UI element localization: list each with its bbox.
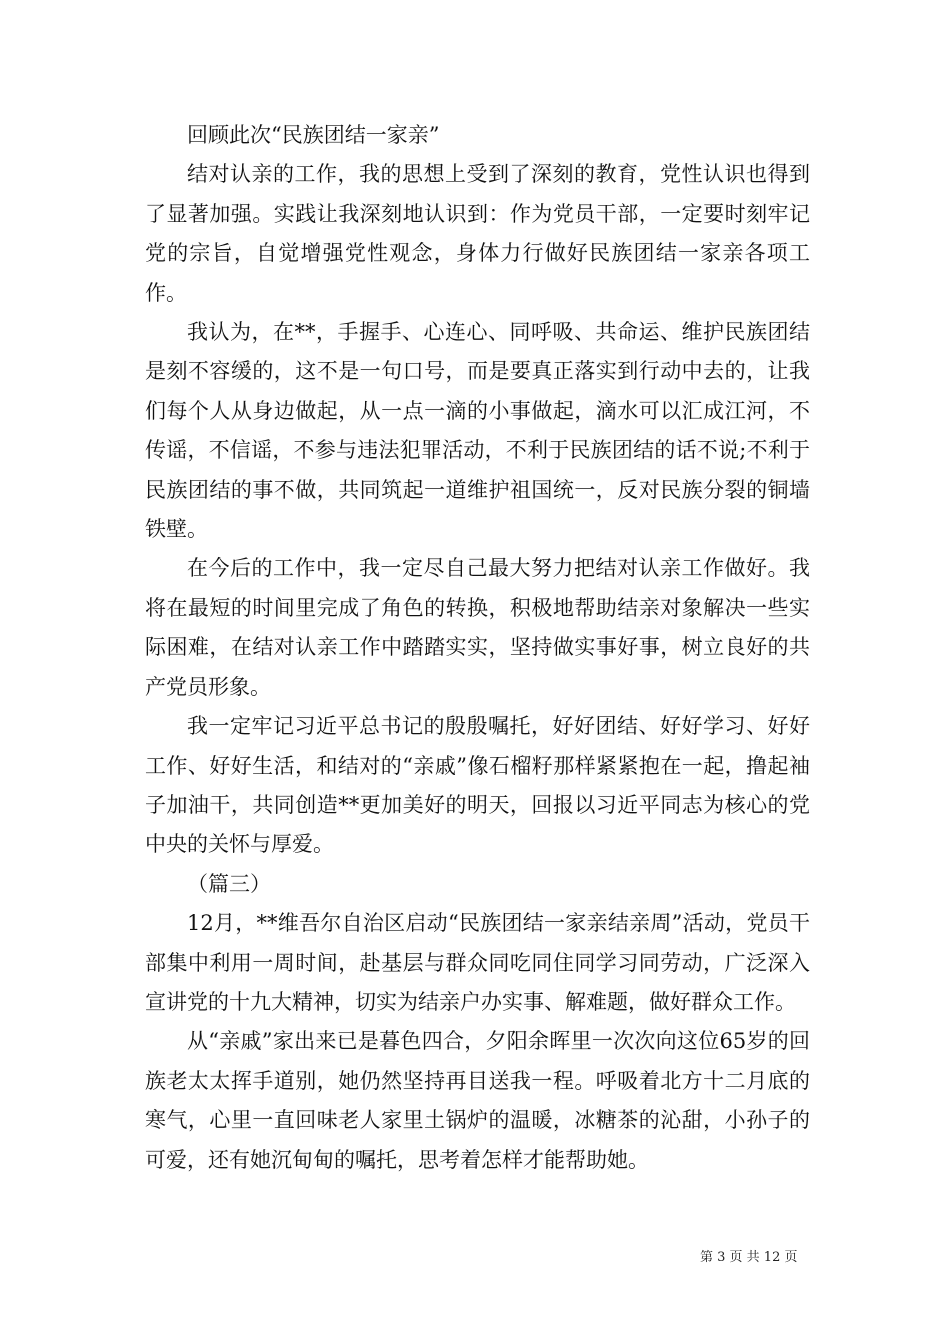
paragraph-december-activity: 12月，**维吾尔自治区启动“民族团结一家亲结亲周”活动，党员干部集中利用一周时间，赴基层与群众同吃同住同学习同劳动，广泛深入宣讲党的十九大精神，切实为结亲户办实事、解难题，做好群众工作。 [145, 911, 810, 1014]
section-heading-part-three: （篇三） [187, 871, 271, 896]
paragraph-intro-heading: 回顾此次“民族团结一家亲” [187, 123, 440, 147]
paragraph-visit-story: 从“亲戚”家出来已是暮色四合，夕阳余晖里一次次向这位65岁的回族老太太挥手道别，她仍然坚持再目送我一程。呼吸着北方十二月底的寒气，心里一直回味老人家里土锅炉的温暖，冰糖茶的沁甜，小孙子的可爱，还有她沉甸甸的嘱托，思考着怎样才能帮助她。 [145, 1029, 810, 1172]
paragraph-future-work: 在今后的工作中，我一定尽自己最大努力把结对认亲工作做好。我将在最短的时间里完成了角色的转换，积极地帮助结亲对象解决一些实际困难，在结对认亲工作中踏踏实实，坚持做实事好事，树立良好的共产党员形象。 [145, 556, 810, 699]
paragraph-commitment: 我一定牢记习近平总书记的殷殷嘱托，好好团结、好好学习、好好工作、好好生活，和结对的“亲戚”像石榴籽那样紧紧抱在一起，撸起袖子加油干，共同创造**更加美好的明天，回报以习近平同志为核心的党中央的关怀与厚爱。 [145, 714, 810, 857]
paragraph-unity-view: 我认为，在**，手握手、心连心、同呼吸、共命运、维护民族团结是刻不容缓的，这不是一句口号，而是要真正落实到行动中去的，让我们每个人从身边做起，从一点一滴的小事做起，滴水可以汇成江河，不传谣，不信谣，不参与违法犯罪活动，不利于民族团结的话不说;不利于民族团结的事不做，共同筑起一道维护祖国统一，反对民族分裂的铜墙铁壁。 [145, 320, 810, 542]
page-number-footer: 第 3 页 共 12 页 [700, 1250, 798, 1265]
paragraph-reflection: 结对认亲的工作，我的思想上受到了深刻的教育，党性认识也得到了显著加强。实践让我深刻地认识到：作为党员干部，一定要时刻牢记党的宗旨，自觉增强党性观念，身体力行做好民族团结一家亲各项工作。 [145, 162, 810, 305]
document-body [145, 116, 810, 1180]
